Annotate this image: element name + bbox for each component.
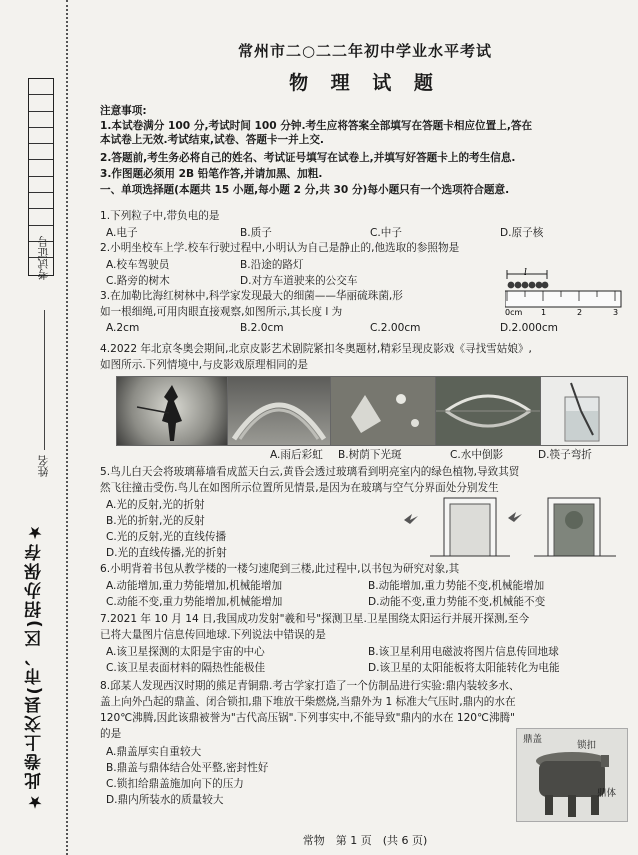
name-line	[44, 310, 45, 450]
exam-id-label: 考试证号	[37, 236, 50, 280]
q8-stem-4: 的是	[100, 728, 122, 740]
q8-option-d: D.鼎内所装水的质量较大	[106, 794, 224, 806]
bird-icon	[404, 514, 418, 524]
q3-option-d: D.2.000cm	[500, 322, 558, 334]
q3-option-b: B.2.0cm	[240, 322, 284, 334]
q1-stem: 1.下列粒子中,带负电的是	[100, 210, 220, 222]
notice-1b: 本试卷上无效.考试结束,试卷、答题卡一并上交.	[100, 134, 324, 146]
ruler-figure	[505, 265, 623, 317]
q2-stem: 2.小明坐校车上学.校车行驶过程中,小明认为自己是静止的,他选取的参照物是	[100, 242, 460, 254]
q5-option-b: B.光的折射,光的反射	[106, 515, 205, 527]
notice-heading: 注意事项:	[100, 105, 147, 117]
ruler-tick-2: 2	[577, 308, 583, 317]
q4-stem-2: 如图所示.下列情境中,与皮影戏原理相同的是	[100, 359, 309, 371]
binding-margin	[0, 0, 92, 855]
q2-option-b: B.沿途的路灯	[240, 259, 304, 271]
q3-option-a: A.2cm	[106, 322, 140, 334]
q7-option-d: D.该卫星的太阳能板将太阳能转化为电能	[368, 662, 560, 674]
q1-option-a: A.电子	[106, 227, 138, 239]
q6-option-c: C.动能不变,重力势能增加,机械能增加	[106, 596, 283, 608]
q6-option-a: A.动能增加,重力势能增加,机械能增加	[106, 580, 283, 592]
section-heading: 一、单项选择题(本题共 15 小题,每小题 2 分,共 30 分)每小题只有一个选项符合题意.	[100, 184, 510, 196]
q5-stem-2: 然飞往撞击受伤.鸟儿在如图所示位置所见情景,是因为在玻璃与空气分界面处分别发生	[100, 482, 499, 494]
q8-option-b: B.鼎盖与鼎体结合处平整,密封性好	[106, 762, 269, 774]
ruler-tick-1: 1	[541, 308, 547, 317]
bronze-ding-image	[516, 728, 628, 822]
q7-stem-2: 已将大量图片信息传回地球.下列说法中错误的是	[100, 629, 326, 641]
cut-line	[66, 0, 68, 855]
q5-option-c: C.光的反射,光的直线传播	[106, 531, 227, 543]
water-reflection-image	[435, 376, 541, 446]
q4-option-b: B.树荫下光斑	[338, 449, 402, 461]
q8-stem-3: 120℃沸腾,因此该鼎被誉为"古代高压锅".下列事实中,不能导致"鼎内的水在 120℃沸腾"	[100, 712, 516, 724]
notice-1: 1.本试卷满分 100 分,考试时间 100 分钟.考生应将答案全部填写在答题卡相应位置上,答在	[100, 120, 533, 132]
ruler-tick-0: 0cm	[505, 308, 523, 317]
q3-option-c: C.2.00cm	[370, 322, 421, 334]
page-footer: 常物 第 1 页 (共 6 页)	[302, 834, 428, 847]
exam-title: 常州市二○二二年初中学业水平考试	[237, 42, 493, 60]
q2-option-a: A.校车驾驶员	[106, 259, 170, 271]
q6-option-b: B.动能增加,重力势能不变,机械能增加	[368, 580, 545, 592]
q4-option-a: A.雨后彩虹	[270, 449, 323, 461]
shadow-puppet-image	[116, 376, 228, 446]
rainbow-image	[227, 376, 331, 446]
q8-stem-2: 盖上向外凸起的鼎盖、闭合锁扣,鼎下堆放干柴燃烧,当鼎外为 1 标准大气压时,鼎内的水在	[100, 696, 516, 708]
q7-option-b: B.该卫星利用电磁波将图片信息传回地球	[368, 646, 559, 658]
q4-stem: 4.2022 年北京冬奥会期间,北京皮影艺术剧院紧扣冬奥题材,精彩呈现皮影戏《寻找雪姑娘》,	[100, 343, 532, 355]
q3-stem-2: 如一根细绳,可用肉眼直接观察,如图所示,其长度 l 为	[100, 306, 343, 318]
q1-option-b: B.质子	[240, 227, 272, 239]
ding-lock-label: 锁扣	[577, 740, 597, 751]
q8-stem: 8.邱某人发现西汉时期的熊足青铜鼎.考古学家打造了一个仿制品进行实验:鼎内装较多水、	[100, 680, 520, 692]
q4-option-d: D.筷子弯折	[538, 449, 592, 461]
q8-option-c: C.锁扣给鼎盖施加向下的压力	[106, 778, 244, 790]
ding-lid-label: 鼎盖	[523, 734, 543, 745]
q3-stem: 3.在加勒比海红树林中,科学家发现最大的细菌——华丽硫珠菌,形	[100, 290, 403, 302]
ruler-length-label: l	[524, 268, 527, 278]
ding-body-label: 鼎体	[597, 788, 617, 799]
q5-option-d: D.光的直线传播,光的折射	[106, 547, 227, 559]
name-label: 姓名	[37, 455, 50, 477]
bird-window-figure	[370, 494, 620, 560]
q7-option-c: C.该卫星表面材料的隔热性能极佳	[106, 662, 266, 674]
q5-option-a: A.光的反射,光的折射	[106, 499, 205, 511]
q7-stem: 7.2021 年 10 月 14 日,我国成功发射"羲和号"探测卫星.卫星围绕太阳运行并展开探测,至今	[100, 613, 530, 625]
q2-option-d: D.对方车道驶来的公交车	[240, 275, 358, 287]
q4-option-c: C.水中倒影	[450, 449, 504, 461]
ruler-tick-3: 3	[613, 308, 619, 317]
q1-option-d: D.原子核	[500, 227, 544, 239]
tree-shade-spots-image	[330, 376, 436, 446]
q2-option-c: C.路旁的树木	[106, 275, 170, 287]
subject-title: 物 理 试 题	[289, 72, 441, 94]
bird-icon-2	[508, 512, 522, 522]
q7-option-a: A.该卫星探测的太阳是宇宙的中心	[106, 646, 265, 658]
q6-option-d: D.动能不变,重力势能不变,机械能不变	[368, 596, 546, 608]
notice-2: 2.答题前,考生务必将自己的姓名、考试证号填写在试卷上,并填写好答题卡上的考生信息.	[100, 152, 516, 164]
q8-option-a: A.鼎盖厚实自重较大	[106, 746, 202, 758]
q5-stem: 5.鸟儿白天会将玻璃幕墙看成蓝天白云,黄昏会透过玻璃看到明亮室内的绿色植物,导致其贸	[100, 466, 520, 478]
q1-option-c: C.中子	[370, 227, 402, 239]
notice-3: 3.作图题必须用 2B 铅笔作答,并请加黑、加粗.	[100, 168, 323, 180]
bent-chopsticks-image	[540, 376, 628, 446]
q6-stem: 6.小明背着书包从教学楼的一楼匀速爬到三楼,此过程中,以书包为研究对象,其	[100, 563, 460, 575]
archive-warning: ★此卷上交县(市、区)招办保存★	[25, 520, 45, 812]
